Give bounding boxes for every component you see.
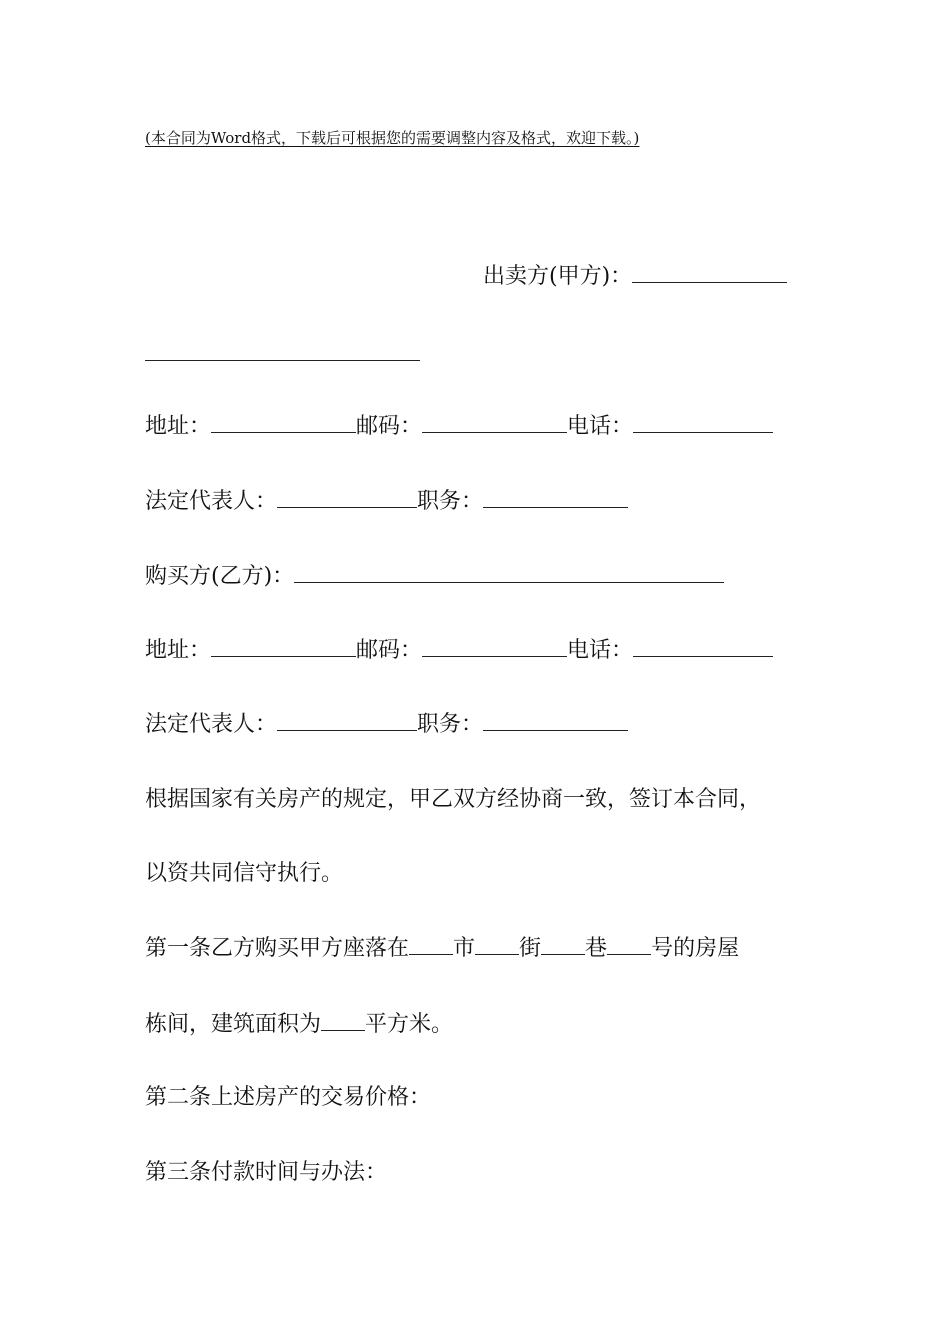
buyer-phone-label: 电话：: [567, 638, 634, 663]
seller-phone-label: 电话：: [567, 414, 634, 439]
seller-rep-label: 法定代表人：: [145, 489, 278, 514]
city-label: 市: [453, 936, 476, 961]
seller-name-blank: [632, 262, 787, 283]
article-2: 第二条上述房产的交易价格：: [145, 1085, 432, 1110]
intro-line-2: 以资共同信守执行。: [145, 861, 344, 886]
seller-name-blank-continued: [145, 360, 420, 361]
intro-line-1: 根据国家有关房产的规定，甲乙双方经协商一致，签订本合同，: [145, 787, 762, 812]
seller-rep-blank: [277, 487, 417, 508]
area-prefix: 栋间，建筑面积为: [145, 1012, 322, 1037]
buyer-address-blank: [211, 636, 356, 657]
buyer-position-blank: [483, 710, 628, 731]
article-1-line-2: [145, 1010, 453, 1039]
buyer-rep-blank: [277, 710, 417, 731]
buyer-position-label: 职务：: [417, 712, 484, 737]
street-label: 街: [519, 936, 542, 961]
seller-address-blank: [211, 412, 356, 433]
number-suffix: 号的房屋: [651, 936, 740, 961]
buyer-address-row: [145, 636, 773, 665]
article-1-line-1: [145, 934, 739, 963]
seller-position-blank: [483, 487, 628, 508]
street-blank: [475, 934, 519, 955]
download-note: (本合同为Word格式，下载后可根据您的需要调整内容及格式，欢迎下载。): [145, 129, 640, 147]
article-1-prefix: 第一条乙方购买甲方座落在: [145, 936, 410, 961]
seller-postcode-label: 邮码：: [356, 414, 423, 439]
buyer-phone-blank: [633, 636, 773, 657]
buyer-address-label: 地址：: [145, 638, 212, 663]
area-suffix: 平方米。: [365, 1012, 454, 1037]
seller-position-label: 职务：: [417, 489, 484, 514]
seller-address-label: 地址：: [145, 414, 212, 439]
lane-blank: [541, 934, 585, 955]
seller-label: 出卖方(甲方)：: [483, 264, 633, 289]
buyer-rep-row: [145, 710, 628, 739]
lane-label: 巷: [585, 936, 608, 961]
buyer-rep-label: 法定代表人：: [145, 712, 278, 737]
article-3: 第三条付款时间与办法：: [145, 1160, 388, 1185]
city-blank: [409, 934, 453, 955]
seller-address-row: [145, 412, 773, 441]
seller-heading: [483, 262, 787, 291]
buyer-row: [145, 562, 724, 591]
buyer-postcode-label: 邮码：: [356, 638, 423, 663]
buyer-name-blank: [294, 562, 724, 583]
seller-phone-blank: [633, 412, 773, 433]
area-blank: [321, 1010, 365, 1031]
seller-rep-row: [145, 487, 628, 516]
buyer-label: 购买方(乙方)：: [145, 564, 295, 589]
buyer-postcode-blank: [422, 636, 567, 657]
number-blank: [607, 934, 651, 955]
seller-postcode-blank: [422, 412, 567, 433]
